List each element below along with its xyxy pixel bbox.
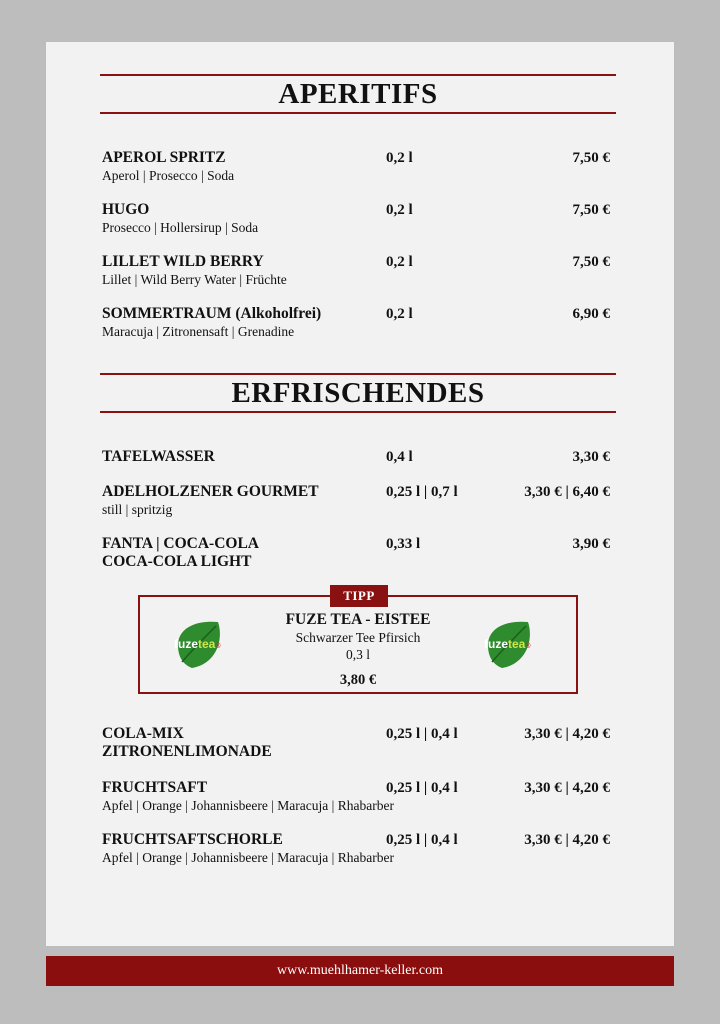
item-size: 0,4 l: [386, 449, 413, 465]
item-price: 3,30 €: [572, 449, 610, 465]
item-name: FRUCHTSAFTSCHORLE: [102, 831, 283, 848]
item-description: Apfel | Orange | Johannisbeere | Maracuja | Rhabarber: [102, 850, 394, 865]
menu-page: [46, 42, 674, 946]
item-description: Lillet | Wild Berry Water | Früchte: [102, 272, 287, 287]
item-price: 6,90 €: [572, 306, 610, 322]
menu-item: [102, 725, 610, 761]
item-name: LILLET WILD BERRY: [102, 253, 264, 270]
item-price: 3,30 € | 6,40 €: [524, 484, 610, 500]
item-description: Maracuja | Zitronensaft | Grenadine: [102, 324, 295, 339]
footer-website-link[interactable]: www.muehlhamer-keller.com: [277, 963, 443, 978]
item-name: COLA-MIX: [102, 725, 184, 742]
item-size: 0,25 l | 0,4 l: [386, 726, 458, 742]
logo-text: fuzetea®: [174, 637, 221, 651]
tipp-size: 0,3 l: [345, 647, 370, 662]
item-description: Prosecco | Hollersirup | Soda: [102, 220, 259, 235]
item-size: 0,2 l: [386, 150, 413, 166]
item-size: 0,25 l | 0,4 l: [386, 832, 458, 848]
section-header-erfrischendes: [100, 373, 616, 413]
section-title: ERFRISCHENDES: [231, 377, 485, 409]
item-name: SOMMERTRAUM (Alkoholfrei): [102, 305, 322, 322]
item-description: Apfel | Orange | Johannisbeere | Maracuja | Rhabarber: [102, 798, 394, 813]
item-name: FANTA | COCA-COLA: [102, 535, 259, 552]
menu-item: [102, 253, 610, 288]
item-name: FRUCHTSAFT: [102, 779, 208, 796]
item-size: 0,2 l: [386, 202, 413, 218]
menu-item: [102, 535, 610, 571]
item-price: 7,50 €: [572, 202, 610, 218]
menu-item: [102, 831, 610, 866]
footer-bar: [46, 956, 674, 986]
divider: [100, 411, 616, 413]
tipp-subtitle: Schwarzer Tee Pfirsich: [295, 630, 421, 645]
item-price: 3,30 € | 4,20 €: [524, 780, 610, 796]
divider: [100, 112, 616, 114]
item-name-line2: ZITRONENLIMONADE: [102, 743, 272, 760]
item-name-line2: COCA-COLA LIGHT: [102, 553, 252, 570]
menu-item: [102, 149, 610, 184]
item-description: Aperol | Prosecco | Soda: [102, 168, 235, 183]
tipp-content: [216, 610, 500, 689]
item-price: 3,90 €: [572, 536, 610, 552]
item-price: 7,50 €: [572, 150, 610, 166]
tipp-title: FUZE TEA - EISTEE: [285, 611, 431, 628]
item-name: ADELHOLZENER GOURMET: [102, 483, 319, 500]
logo-text: fuzetea®: [484, 637, 531, 651]
item-size: 0,25 l | 0,4 l: [386, 780, 458, 796]
section-header-aperitifs: [100, 74, 616, 114]
item-price: 7,50 €: [572, 254, 610, 270]
item-name: APEROL SPRITZ: [102, 149, 226, 166]
menu-item: [102, 305, 610, 340]
item-price: 3,30 € | 4,20 €: [524, 832, 610, 848]
menu-item: [102, 448, 610, 466]
item-size: 0,25 l | 0,7 l: [386, 484, 458, 500]
item-description: still | spritzig: [102, 502, 173, 517]
item-size: 0,2 l: [386, 306, 413, 322]
tipp-price: 3,80 €: [339, 672, 377, 688]
menu-item: [102, 779, 610, 814]
menu-item: [102, 483, 610, 518]
section-title: APERITIFS: [278, 78, 438, 110]
item-size: 0,33 l: [386, 536, 421, 552]
item-price: 3,30 € | 4,20 €: [524, 726, 610, 742]
menu-item: [102, 201, 610, 236]
tipp-badge: TIPP: [330, 585, 388, 607]
item-name: HUGO: [102, 201, 150, 218]
item-size: 0,2 l: [386, 254, 413, 270]
item-name: TAFELWASSER: [102, 448, 215, 465]
